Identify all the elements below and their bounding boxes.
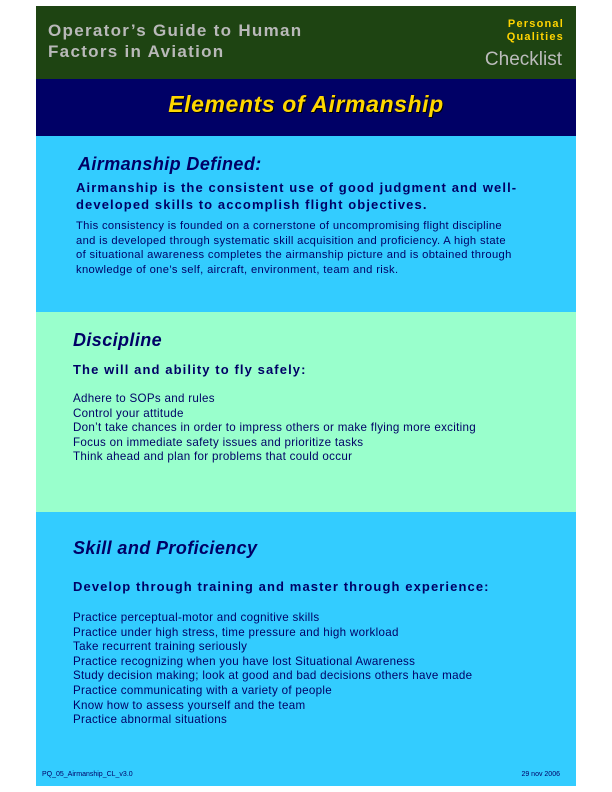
- discipline-subheading: The will and ability to fly safely:: [73, 362, 307, 377]
- list-item: Practice under high stress, time pressure and high workload: [73, 625, 399, 639]
- checklist-page: [36, 6, 576, 786]
- document-id: PQ_05_Airmanship_CL_v3.0: [42, 771, 133, 778]
- list-item: Focus on immediate safety issues and prioritize tasks: [73, 435, 364, 449]
- list-item: Study decision making; look at good and bad decisions others have made: [73, 669, 473, 683]
- skill-list: [73, 611, 472, 728]
- list-item: Take recurrent training seriously: [73, 640, 248, 654]
- document-title-line-2: Factors in Aviation: [48, 42, 225, 61]
- discipline-list: [73, 392, 476, 465]
- document-date: 29 nov 2006: [521, 771, 560, 778]
- skill-subheading: Develop through training and master through experience:: [73, 579, 490, 594]
- document-title: [48, 20, 348, 62]
- list-item: Don’t take chances in order to impress others or make flying more exciting: [73, 421, 477, 435]
- list-item: Practice abnormal situations: [73, 713, 228, 727]
- list-item: Practice recognizing when you have lost Situational Awareness: [73, 654, 416, 668]
- list-item: Think ahead and plan for problems that could occur: [73, 450, 353, 464]
- document-type: Checklist: [484, 49, 562, 70]
- page-title: Elements of Airmanship: [168, 91, 444, 117]
- definition-statement: Airmanship is the consistent use of good judgment and well-developed skills to accomplish flight objectives.: [76, 180, 518, 212]
- list-item: Practice communicating with a variety of people: [73, 683, 332, 697]
- discipline-section: [36, 312, 576, 512]
- definition-section: [36, 136, 576, 312]
- document-title-line-1: Operator’s Guide to Human: [48, 21, 303, 40]
- document-header: [36, 6, 576, 79]
- definition-body: This consistency is founded on a cornerstone of uncompromising flight discipline and is developed through systematic skill acquisition and proficiency. A high state of situational awareness completes the airmanship picture and is obtained through knowledge of one’s self, aircraft, environment, team and risk.: [76, 220, 512, 276]
- category-line-2: Qualities: [506, 31, 564, 43]
- list-item: Practice perceptual-motor and cognitive skills: [73, 611, 320, 624]
- definition-heading: Airmanship Defined:: [78, 154, 262, 174]
- list-item: Adhere to SOPs and rules: [73, 392, 215, 405]
- discipline-heading: Discipline: [73, 330, 163, 350]
- title-band: [36, 79, 576, 136]
- list-item: Control your attitude: [73, 406, 184, 420]
- category-label: [507, 18, 564, 44]
- skill-heading: Skill and Proficiency: [73, 538, 258, 558]
- category-line-1: Personal: [507, 18, 564, 30]
- skill-section: [36, 512, 576, 786]
- list-item: Know how to assess yourself and the team: [73, 698, 306, 712]
